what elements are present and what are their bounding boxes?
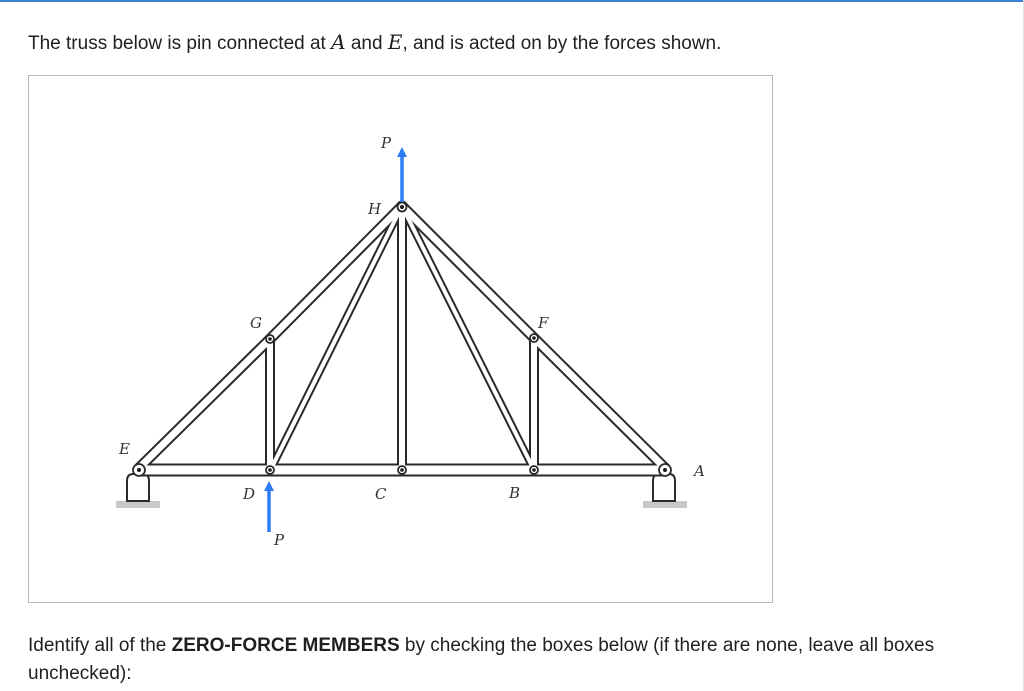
top-border	[0, 0, 1024, 2]
label-f: F	[538, 314, 549, 332]
problem-statement	[28, 29, 721, 57]
ground-right	[643, 501, 687, 508]
member-dh-core	[271, 206, 402, 469]
label-force-top: P	[381, 134, 392, 152]
pin-g-center	[268, 337, 272, 341]
pin-d-center	[268, 468, 272, 472]
pin-c-center	[400, 468, 404, 472]
truss-figure	[28, 75, 773, 603]
question-text: by checking the boxes below (if there are none, leave all boxes unchecked):	[28, 635, 935, 684]
question-text: Identify all of the	[28, 635, 172, 656]
pin-f-center	[532, 336, 536, 340]
point-a-symbol: A	[331, 30, 346, 54]
label-g: G	[250, 314, 262, 332]
pin-e-center	[137, 468, 141, 472]
pin-a-center	[663, 468, 667, 472]
truss-diagram	[29, 76, 772, 602]
intro-text: The truss below is pin connected at	[28, 33, 332, 54]
question-prompt	[28, 632, 998, 688]
support-a	[653, 474, 675, 501]
label-e: E	[119, 440, 130, 458]
label-b: B	[509, 484, 521, 502]
label-h: H	[368, 200, 382, 218]
pin-h-center	[400, 205, 404, 209]
member-hf-core	[402, 206, 534, 338]
question-emphasis: ZERO-FORCE MEMBERS	[171, 635, 400, 656]
truss-member-cores	[139, 206, 665, 470]
support-e	[127, 474, 149, 501]
pin-b-center	[532, 468, 536, 472]
intro-text: , and is acted on by the forces shown.	[402, 33, 722, 54]
member-eg-core	[139, 339, 270, 468]
member-fa-core	[534, 338, 665, 468]
member-gh-core	[270, 206, 402, 339]
label-d: D	[243, 485, 256, 503]
point-e-symbol: E	[387, 30, 403, 54]
intro-text: and	[345, 33, 388, 54]
label-c: C	[375, 485, 387, 503]
label-a: A	[694, 462, 705, 480]
label-force-bottom: P	[274, 531, 285, 549]
ground-left	[116, 501, 160, 508]
member-hb-core	[402, 206, 534, 470]
